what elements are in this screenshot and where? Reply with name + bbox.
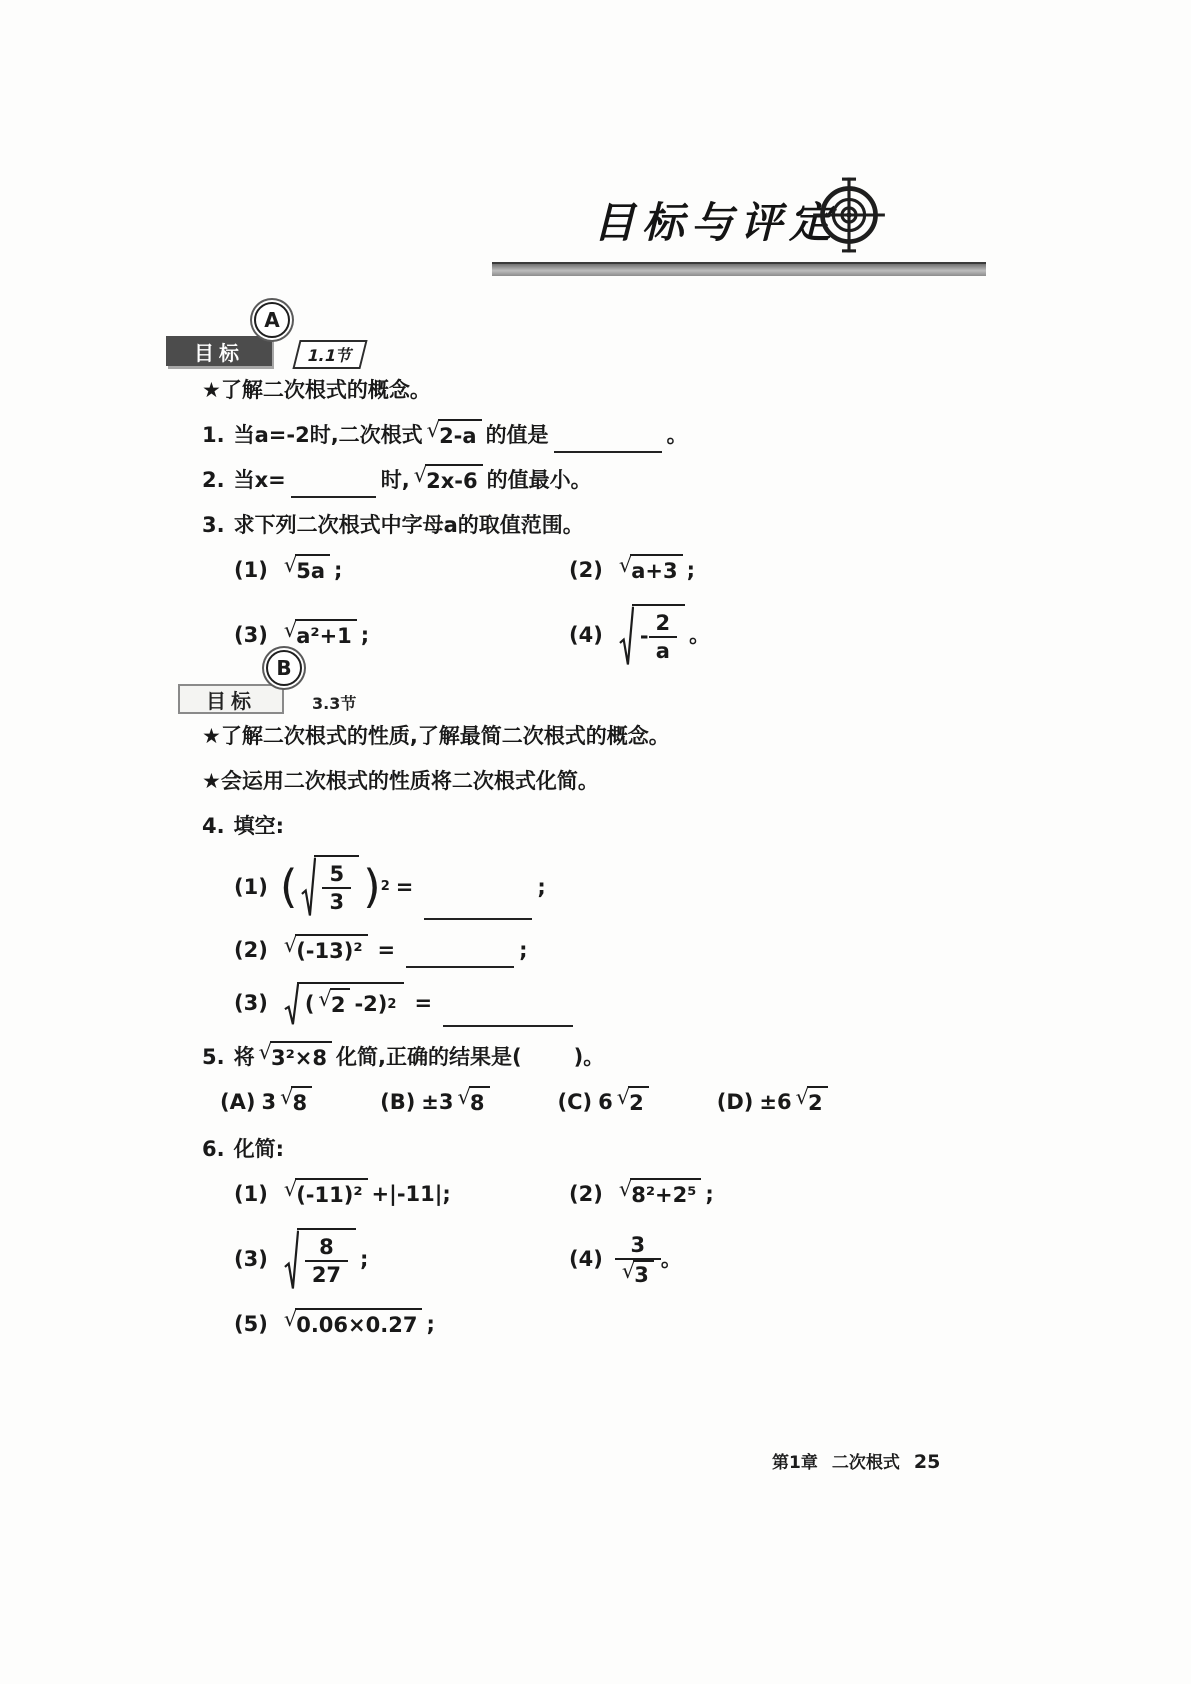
- option-d: [717, 1086, 832, 1120]
- numerator: 8: [319, 1234, 334, 1259]
- answer-blank: [554, 429, 662, 453]
- radical-sign: √: [621, 1258, 636, 1283]
- question-number: 1.: [202, 423, 225, 448]
- footer-book-title: 二次根式: [831, 1453, 900, 1473]
- radical-sign: √: [426, 418, 441, 443]
- radical-expression: [280, 1086, 312, 1120]
- item-label: (2): [234, 937, 268, 962]
- radicand: (-13)²: [295, 934, 367, 968]
- question-5: [202, 1041, 1032, 1075]
- radicand: 0.06×0.27: [295, 1308, 422, 1342]
- question-number: 4.: [202, 814, 225, 839]
- radical-sign: √: [795, 1084, 810, 1109]
- item-label: (1): [234, 1182, 268, 1206]
- section-a-letter: A: [254, 302, 290, 338]
- radical-expression: [414, 464, 483, 498]
- question-text: 填空:: [233, 814, 284, 839]
- punctuation: ;: [334, 558, 343, 582]
- denominator: a: [649, 636, 677, 664]
- radical-expression: [796, 1086, 828, 1120]
- right-paren: ): [363, 860, 381, 914]
- item-label: (4): [569, 623, 603, 647]
- question-text: 化简:: [233, 1137, 284, 1162]
- question-3-items: [234, 554, 1002, 668]
- punctuation: ;: [426, 1312, 435, 1336]
- radical-sign: √: [283, 932, 298, 957]
- radical-expression: [284, 1308, 423, 1342]
- item-label: (2): [569, 1182, 603, 1206]
- punctuation: 。: [660, 1247, 682, 1271]
- item-label: (3): [234, 623, 268, 647]
- option-label: (B): [380, 1089, 416, 1114]
- radicand: 3: [633, 1260, 654, 1288]
- goal-line: [202, 765, 1032, 799]
- q3-item-4: [569, 604, 1002, 669]
- numerator: 3: [630, 1232, 646, 1257]
- radical-expression: [284, 554, 330, 588]
- option-label: (A): [220, 1089, 256, 1114]
- footer-page-number: 25: [913, 1451, 941, 1473]
- section-a-badge-label: 目标: [166, 336, 272, 366]
- radicand: a²+1: [295, 619, 357, 653]
- radicand: 8²+2⁵: [630, 1178, 701, 1212]
- radical-sign: √: [618, 553, 633, 577]
- goal-text: ★了解二次根式的性质,了解最简二次根式的概念。: [202, 724, 670, 749]
- option-label: (D): [716, 1089, 754, 1114]
- radical-expression: [619, 1178, 702, 1212]
- radicand: 5a: [295, 554, 330, 588]
- q6-item-2: [569, 1178, 1032, 1212]
- question-6: [202, 1133, 1032, 1167]
- equals-sign: =: [395, 874, 414, 899]
- page-title: 目标与评定: [593, 198, 839, 247]
- question-text: 将: [233, 1044, 255, 1069]
- question-number: 3.: [202, 513, 225, 538]
- q6-item-4: [569, 1228, 1032, 1293]
- radical-sign: √: [283, 553, 298, 577]
- q6-item-1: [234, 1178, 569, 1212]
- radicand: ( √ 2 -2) 2: [297, 982, 405, 1027]
- q3-item-2: [569, 554, 1002, 588]
- answer-blank: [443, 1002, 573, 1026]
- question-3: [202, 509, 1002, 543]
- goal-text: ★了解二次根式的概念。: [202, 378, 431, 403]
- section-b-badge-note: 3.3节: [312, 694, 357, 713]
- option-a: [220, 1086, 316, 1120]
- radical-expression: [617, 1086, 649, 1120]
- radical-sign: √: [258, 1039, 272, 1064]
- radical-sign: √: [283, 1307, 298, 1331]
- question-2: [202, 464, 1002, 498]
- item-label: (1): [234, 874, 268, 899]
- punctuation: )。: [573, 1044, 605, 1069]
- radical-expression: [458, 1086, 490, 1120]
- question-5-options: [220, 1086, 1032, 1120]
- radical-sign: √: [283, 618, 298, 642]
- punctuation: 。: [689, 623, 711, 647]
- answer-blank: [406, 943, 514, 967]
- section-a-badge: [166, 308, 396, 380]
- radicand: [632, 604, 685, 669]
- bullseye-icon: [810, 176, 888, 254]
- question-number: 5.: [202, 1044, 225, 1069]
- section-a-content: [202, 374, 1002, 682]
- radical-expression: [284, 1178, 368, 1212]
- q4-item-2: [234, 934, 1032, 968]
- radical-expression: [427, 419, 482, 453]
- question-6-items: [234, 1178, 1032, 1342]
- item-label: (4): [569, 1247, 603, 1271]
- radical-sign: √: [616, 1084, 631, 1109]
- punctuation: ;: [705, 1182, 714, 1206]
- question-text: 时,: [380, 468, 410, 493]
- radical-expression: [619, 554, 683, 588]
- option-label: (C): [557, 1089, 593, 1114]
- punctuation: ;: [519, 937, 528, 962]
- question-number: 2.: [202, 468, 225, 493]
- option-c: [558, 1086, 653, 1120]
- answer-blank: [291, 474, 376, 498]
- coefficient: ±3: [421, 1089, 454, 1114]
- equals-sign: =: [414, 991, 433, 1016]
- radicand: 8: [291, 1086, 312, 1120]
- radicand: 2-a: [438, 419, 482, 453]
- denominator: [615, 1258, 661, 1288]
- section-b-badge-label: 目标: [178, 684, 284, 714]
- denominator-radical: [622, 1260, 654, 1288]
- section-b-letter: B: [266, 650, 302, 686]
- radicand: [314, 855, 359, 920]
- option-b: [380, 1086, 493, 1120]
- punctuation: ;: [686, 558, 695, 582]
- footer-chapter: 第1章: [772, 1453, 818, 1473]
- fraction: [322, 861, 351, 916]
- radical-expression: [284, 1228, 356, 1293]
- radicand: 8: [469, 1086, 490, 1120]
- numerator: 2: [655, 610, 671, 635]
- denominator: 27: [305, 1260, 348, 1288]
- section-b-badge: [178, 656, 408, 728]
- item-label: (3): [234, 1247, 268, 1271]
- coefficient: 3: [261, 1089, 277, 1114]
- radical-expression: [284, 934, 368, 968]
- fraction: [615, 1232, 661, 1289]
- goal-line: [202, 374, 1002, 408]
- punctuation: ;: [360, 623, 370, 647]
- radicand: 2: [628, 1086, 649, 1120]
- radicand: [297, 1228, 356, 1293]
- q6-item-3: [234, 1228, 569, 1293]
- radical-sign: √: [280, 1084, 294, 1109]
- q6-item-5: [234, 1308, 569, 1342]
- left-paren: (: [279, 860, 298, 914]
- radical-expression: [301, 855, 359, 920]
- minus-sign: -: [639, 624, 649, 648]
- question-text: 的值最小。: [486, 468, 592, 493]
- punctuation: ;: [360, 1247, 369, 1271]
- coefficient: ±6: [759, 1089, 792, 1114]
- section-a-badge-note: 1.1节: [292, 340, 368, 369]
- question-4: [202, 810, 1032, 844]
- answer-blank: [527, 1050, 569, 1074]
- radicand: 3²×8: [270, 1041, 332, 1075]
- radical-sign: √: [618, 1177, 633, 1201]
- goal-line: [202, 720, 1032, 754]
- left-paren: (: [304, 992, 315, 1017]
- radical-sign: √: [457, 1084, 471, 1109]
- header-rule-bar: [492, 262, 986, 276]
- punctuation: 。: [666, 423, 688, 448]
- radical-expression: [284, 619, 357, 653]
- question-text: 求下列二次根式中字母a的取值范围。: [233, 513, 584, 538]
- question-text: 当a=-2时,二次根式: [233, 423, 423, 448]
- goal-text: ★会运用二次根式的性质将二次根式化简。: [202, 769, 599, 794]
- equals-sign: =: [377, 937, 396, 962]
- question-1: [202, 419, 1002, 453]
- item-label: (2): [569, 558, 603, 582]
- question-text: 的值是: [485, 423, 549, 448]
- punctuation: ;: [442, 1182, 451, 1206]
- coefficient: 6: [598, 1089, 613, 1114]
- section-b-content: [202, 720, 1032, 1356]
- numerator: 5: [329, 862, 345, 886]
- item-label: (5): [234, 1312, 268, 1336]
- radical-expression: [284, 982, 405, 1027]
- radicand: 2: [807, 1086, 828, 1120]
- expression-text: -2): [354, 992, 388, 1017]
- radical-expression: [619, 604, 685, 669]
- question-text: 化简,正确的结果是(: [336, 1044, 522, 1069]
- question-number: 6.: [202, 1137, 225, 1162]
- radical-sign: √: [413, 463, 428, 488]
- radical-expression: [259, 1041, 332, 1075]
- fraction: [305, 1234, 348, 1289]
- q4-item-1: (1) ( $\frac{5}{3}$ ) 2 = ;: [234, 855, 1032, 920]
- inner-radical: [318, 988, 350, 1022]
- item-label: (3): [234, 991, 268, 1016]
- radical-sign: √: [318, 987, 332, 1012]
- item-label: (1): [234, 558, 268, 582]
- radicand: 2x-6: [425, 464, 483, 498]
- expression-text: +|-11|: [371, 1182, 443, 1206]
- radicand: 2: [330, 988, 351, 1022]
- denominator: 3: [322, 887, 351, 915]
- q3-item-1: [234, 554, 569, 588]
- fraction: [649, 610, 678, 665]
- punctuation: ;: [537, 874, 546, 899]
- page-footer: [772, 1448, 954, 1473]
- question-text: 当x=: [233, 468, 286, 493]
- radicand: (-11)²: [295, 1178, 367, 1212]
- radical-sign: √: [283, 1177, 298, 1201]
- answer-blank: [424, 895, 532, 919]
- radicand: a+3: [630, 554, 682, 588]
- q4-item-3: [234, 982, 1032, 1027]
